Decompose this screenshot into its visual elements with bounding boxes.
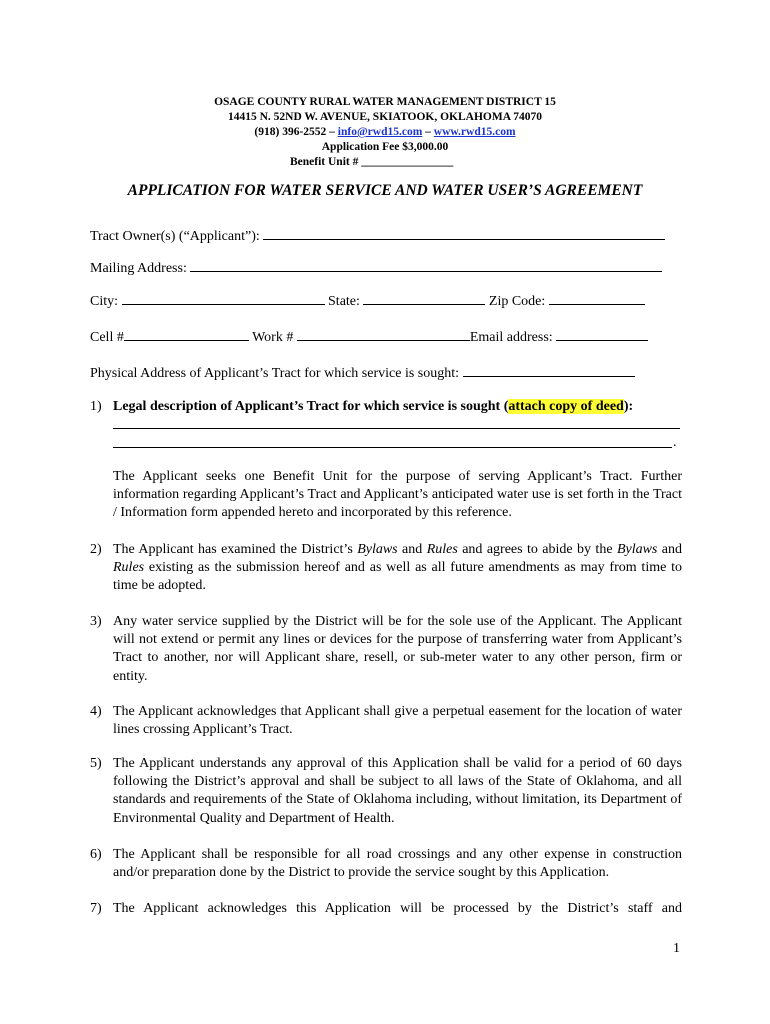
zip-label: Zip Code: <box>485 294 549 309</box>
mailing-address-label: Mailing Address: <box>90 261 191 276</box>
benefit-unit-paragraph: The Applicant seeks one Benefit Unit for the purpose of serving Applicant’s Tract. Further information regarding Applicant’s Tract and Applicant’s anticipated water use is set forth in the Tract / Information form appended hereto and incorporated by this reference. <box>113 469 682 521</box>
rules-term: Rules <box>426 542 458 557</box>
physical-address-line <box>90 363 635 382</box>
item-6 <box>90 846 682 882</box>
item-1-paragraph <box>90 468 682 523</box>
item-7 <box>90 900 682 918</box>
item-2-text-1: The Applicant has examined the District’s <box>113 542 358 557</box>
benefit-unit: Benefit Unit # ________________ <box>290 156 454 168</box>
legal-description-field-1[interactable] <box>113 428 680 429</box>
cell-label: Cell # <box>90 330 124 345</box>
tract-owner-field[interactable] <box>263 226 665 240</box>
bylaws-term-2: Bylaws <box>616 542 658 557</box>
item-4-number: 4) <box>90 704 102 719</box>
item-7-paragraph: The Applicant acknowledges this Application will be processed by the District’s staff and <box>113 901 682 916</box>
state-label: State: <box>324 294 364 309</box>
attach-deed-highlight: attach copy of deed <box>508 399 624 414</box>
phone-number: (918) 396-2552 – <box>254 126 338 138</box>
physical-address-field[interactable] <box>463 363 635 377</box>
work-field[interactable] <box>297 327 470 341</box>
mailing-address-field[interactable] <box>190 258 662 272</box>
item-4 <box>90 703 682 739</box>
email-field[interactable] <box>556 327 648 341</box>
work-label: Work # <box>248 330 297 345</box>
zip-field[interactable] <box>549 291 645 305</box>
item-2-number: 2) <box>90 542 102 557</box>
item-3-paragraph: Any water service supplied by the District will be for the sole use of the Applicant. The Applicant will not extend or permit any lines or devices for the purpose of transferring water from Applicant’s Tract to another, nor will Applicant share, resell, or sub-meter water to any other person, firm or entity. <box>113 614 682 684</box>
item-2-text-5: existing as the submission hereof and as well as all future amendments as may from time to time be adopted. <box>113 560 682 594</box>
document-title: APPLICATION FOR WATER SERVICE AND WATER USER’S AGREEMENT <box>127 182 643 199</box>
item-3-number: 3) <box>90 614 102 629</box>
legal-description-field-2[interactable] <box>113 447 672 448</box>
email-link[interactable]: info@rwd15.com <box>337 126 423 138</box>
item-6-paragraph: The Applicant shall be responsible for all road crossings and any other expense in construction and/or preparation done by the District to provide the service sought by this Application. <box>113 847 682 881</box>
tract-owner-line <box>90 226 665 245</box>
org-name: OSAGE COUNTY RURAL WATER MANAGEMENT DISTRICT 15 <box>214 96 556 108</box>
item-3 <box>90 613 682 686</box>
page-number: 1 <box>673 941 680 956</box>
item-5-number: 5) <box>90 756 102 771</box>
item-5-paragraph: The Applicant understands any approval of this Application shall be valid for a period of 60 days following the District’s approval and shall be subject to all laws of the State of Oklahoma, and all standards and requirements of the State of Oklahoma including, without limitation, its Department of Environmental Quality and Department of Health. <box>113 756 682 826</box>
item-2-text-3: and agrees to abide by the <box>457 542 617 557</box>
city-state-zip-line <box>90 291 645 310</box>
bylaws-rules-paragraph <box>113 541 682 596</box>
email-label: Email address: <box>469 330 557 345</box>
contact-separator: – <box>422 126 434 138</box>
item-2 <box>90 541 682 596</box>
item-1 <box>90 398 682 416</box>
website-link[interactable]: www.rwd15.com <box>433 126 516 138</box>
physical-address-label: Physical Address of Applicant’s Tract for which service is sought: <box>90 366 463 381</box>
legal-description-end: ): <box>623 399 634 414</box>
phone-email-line <box>90 327 648 346</box>
city-label: City: <box>90 294 122 309</box>
rules-term-2: Rules <box>113 560 145 576</box>
contact-line <box>0 125 770 140</box>
item-5 <box>90 755 682 828</box>
application-fee: Application Fee $3,000.00 <box>321 141 449 153</box>
state-field[interactable] <box>363 291 485 305</box>
org-address: 14415 N. 52ND W. AVENUE, SKIATOOK, OKLAHOMA 74070 <box>227 111 543 123</box>
item-2-text-4: and <box>657 542 683 557</box>
city-field[interactable] <box>122 291 325 305</box>
legal-description-heading <box>113 398 682 416</box>
item-1-number: 1) <box>90 399 102 414</box>
bylaws-term: Bylaws <box>357 542 398 557</box>
item-6-number: 6) <box>90 847 102 862</box>
mailing-address-line <box>90 258 662 277</box>
tract-owner-label: Tract Owner(s) (“Applicant”): <box>90 229 264 244</box>
item-4-paragraph: The Applicant acknowledges that Applicant shall give a perpetual easement for the location of water lines crossing Applicant’s Tract. <box>113 704 682 738</box>
item-7-number: 7) <box>90 901 102 916</box>
legal-description-period: . <box>673 435 677 450</box>
legal-description-text: Legal description of Applicant’s Tract for which service is sought ( <box>113 399 509 414</box>
cell-field[interactable] <box>124 327 249 341</box>
item-2-text-2: and <box>397 542 427 557</box>
